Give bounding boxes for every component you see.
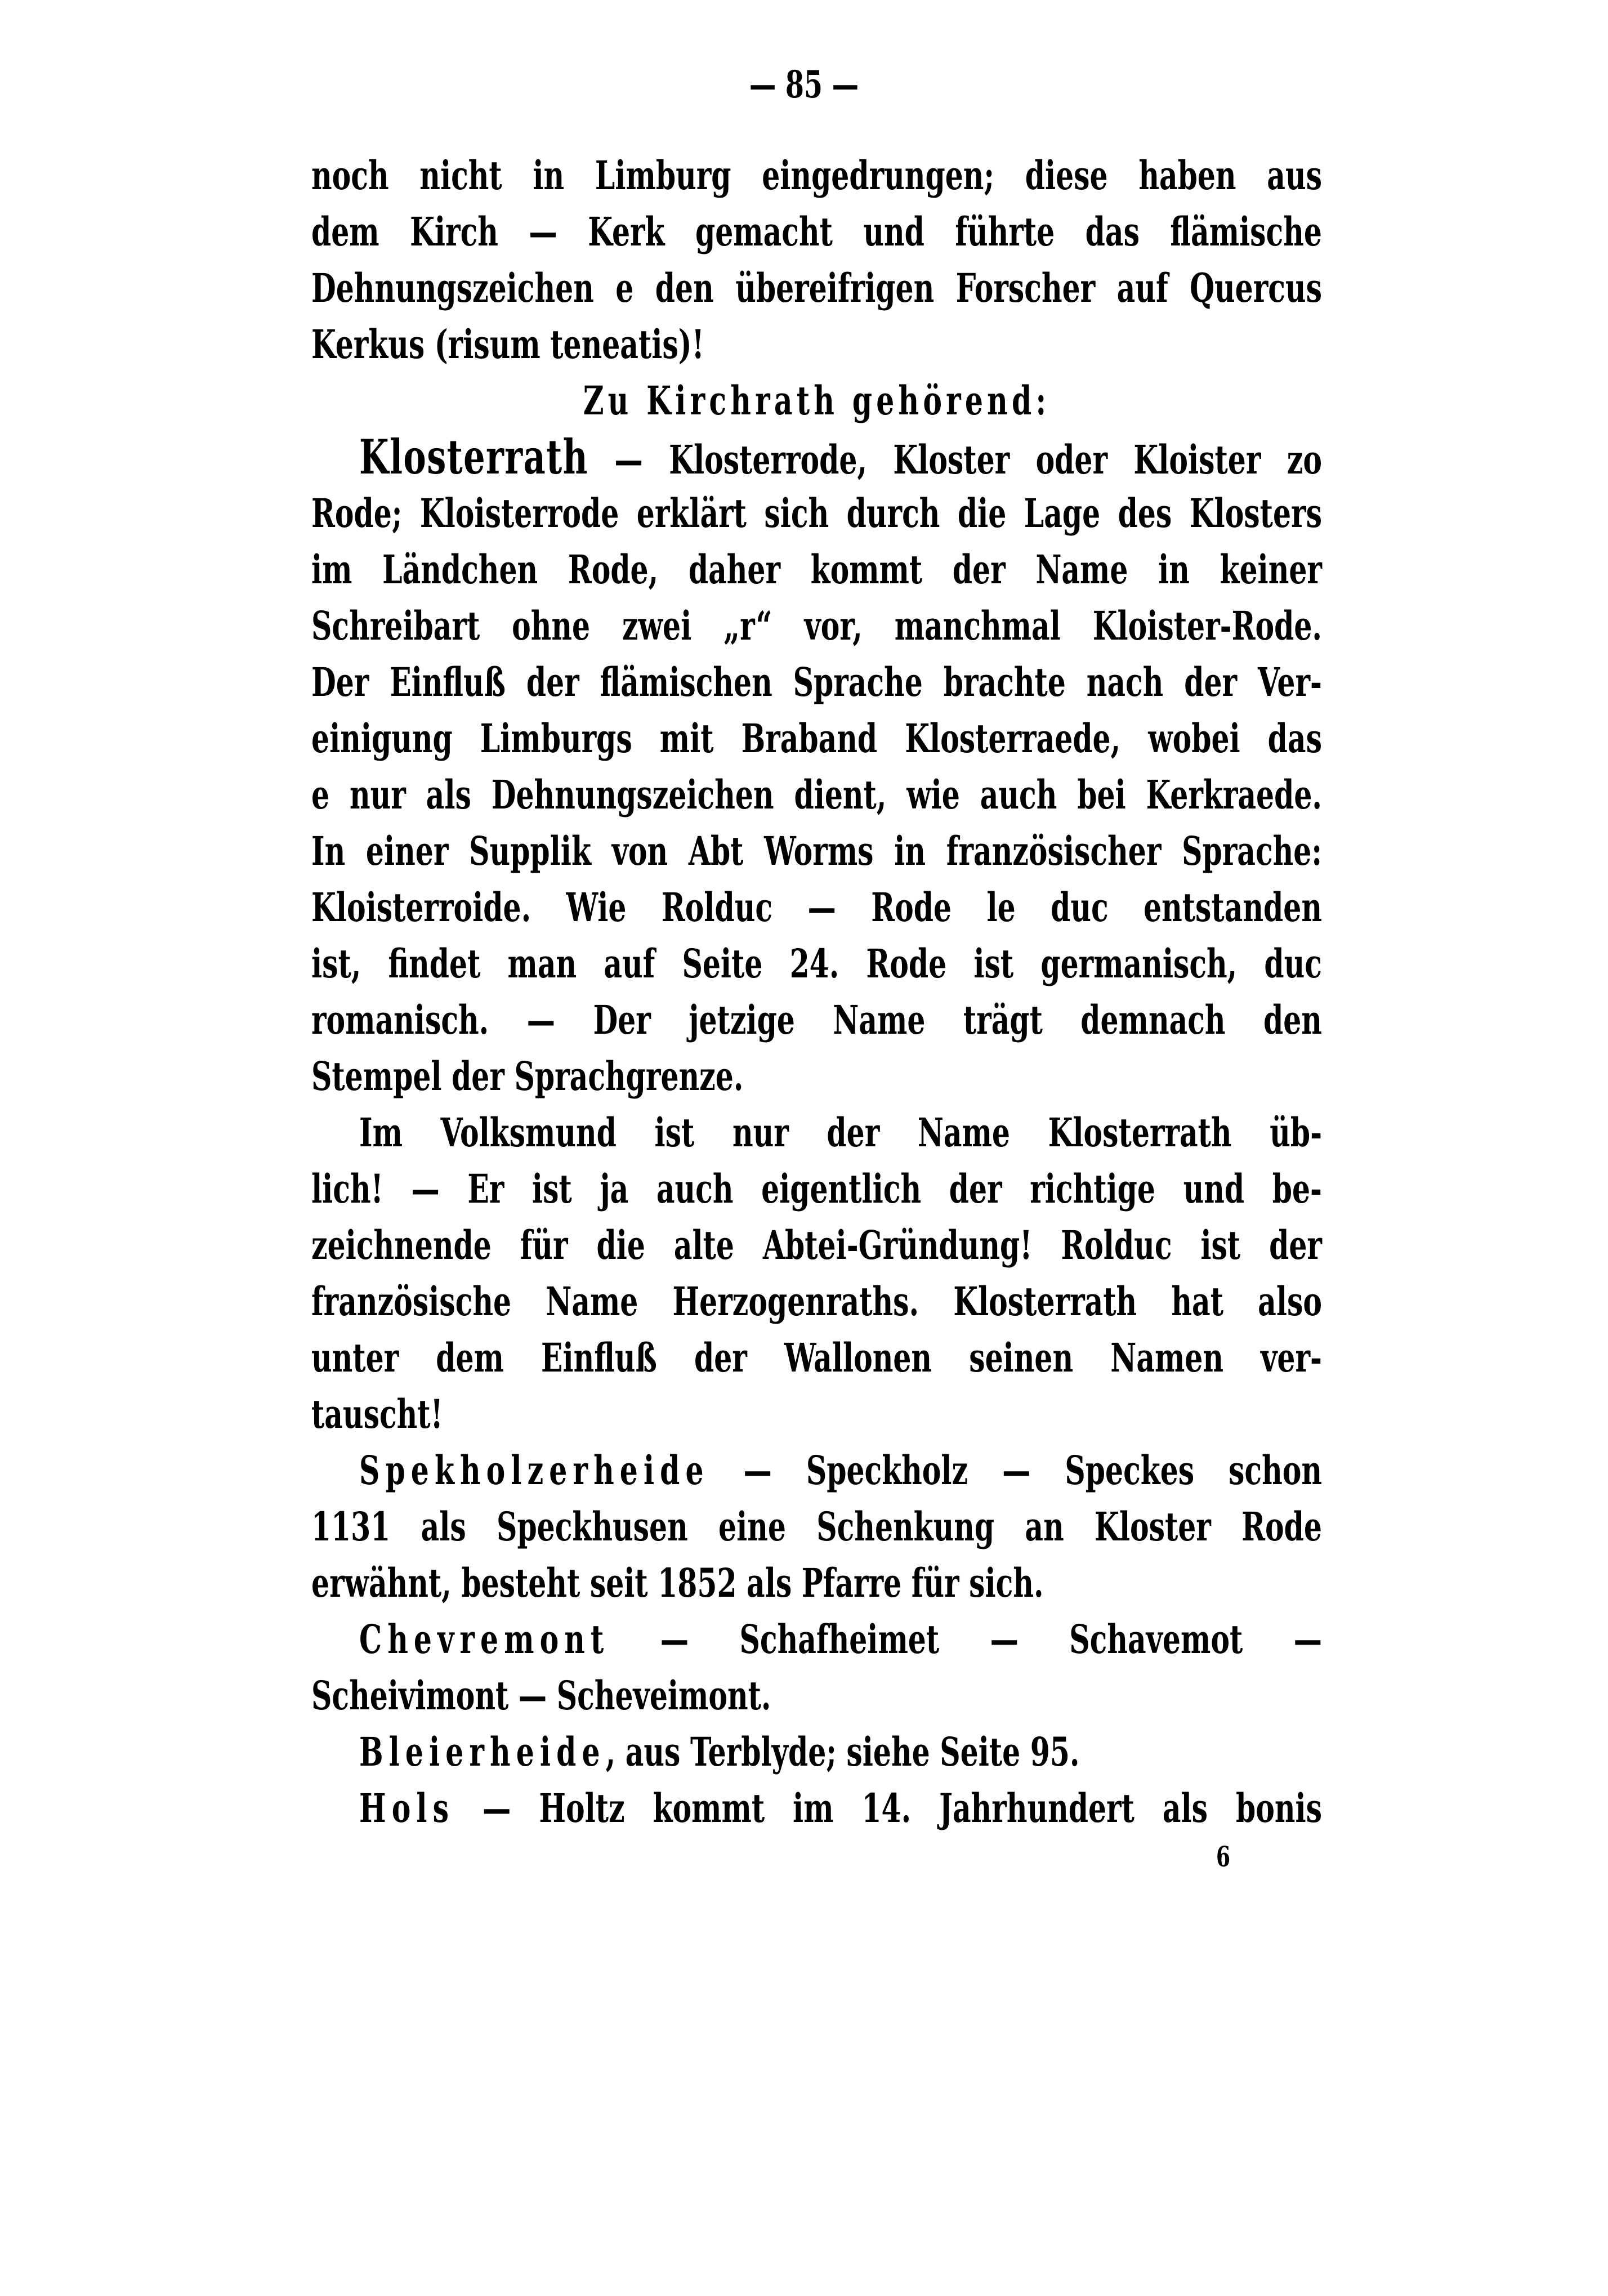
entry-headword: Chevremont [359, 1616, 610, 1663]
entry-headword: Hols [359, 1785, 455, 1832]
text-line: romanisch. — Der jetzige Name trägt demnach den [311, 997, 1322, 1043]
entry-chevremont: Chevremont — Schafheimet — Schavemot — [359, 1616, 1322, 1663]
text-line: In einer Supplik von Abt Worms in französischer Sprache: [311, 828, 1322, 874]
entry-klosterrath: Klosterrath — Klosterrode, Kloster oder Kloister zo [359, 429, 1322, 485]
text-line: Im Volksmund ist nur der Name Klosterrath üb- [359, 1109, 1322, 1156]
text-line: Kloisterroide. Wie Rolduc — Rode le duc entstanden [311, 884, 1322, 931]
entry-headword: Klosterrath [359, 429, 589, 485]
text-line: dem Kirch — Kerk gemacht und führte das flämische [311, 208, 1322, 255]
text-line: Scheivimont — Scheveimont. [311, 1672, 771, 1719]
page-number: — 85 — [749, 62, 859, 106]
section-heading: Zu Kirchrath gehörend: [583, 377, 1051, 424]
text-line: noch nicht in Limburg eingedrungen; diese haben aus [311, 152, 1322, 199]
text-line: lich! — Er ist ja auch eigentlich der richtige und be- [311, 1165, 1322, 1212]
text-line: Rode; Kloisterrode erklärt sich durch die Lage des Klosters [311, 490, 1322, 537]
text-line: französische Name Herzogenraths. Klosterrath hat also [311, 1278, 1322, 1325]
text-line: tauscht! [311, 1391, 443, 1437]
entry-hols: Hols — Holtz kommt im 14. Jahrhundert als bonis [359, 1785, 1322, 1832]
text-line: Dehnungszeichen e den übereifrigen Forscher auf Quercus [311, 265, 1322, 311]
body-text [311, 148, 1322, 1837]
entry-headword: Spekholzerheide [359, 1447, 709, 1494]
text-line: Stempel der Sprachgrenze. [311, 1053, 744, 1100]
text-line: ist, findet man auf Seite 24. Rode ist germanisch, duc [311, 940, 1322, 987]
entry-spekholzerheide: Spekholzerheide — Speckholz — Speckes schon [359, 1447, 1322, 1494]
text-line: Kerkus (risum teneatis)! [311, 321, 704, 368]
text-line: 1131 als Speckhusen eine Schenkung an Kloster Rode [311, 1503, 1322, 1550]
text-line: im Ländchen Rode, daher kommt der Name in keiner [311, 546, 1322, 593]
entry-headword: Bleierheide [359, 1728, 606, 1775]
signature-mark: 6 [1216, 1840, 1231, 1873]
text-line: Schreibart ohne zwei „r“ vor, manchmal Kloister-Rode. [311, 602, 1322, 649]
text-line: zeichnende für die alte Abtei-Gründung! Rolduc ist der [311, 1222, 1322, 1268]
entry-bleierheide: Bleierheide, aus Terblyde; siehe Seite 95. [359, 1728, 1080, 1775]
text-line: Der Einfluß der flämischen Sprache brachte nach der Ver- [311, 659, 1322, 705]
text-line: unter dem Einfluß der Wallonen seinen Namen ver- [311, 1334, 1322, 1381]
text-line: e nur als Dehnungszeichen dient, wie auch bei Kerkraede. [311, 771, 1322, 818]
text-line: einigung Limburgs mit Braband Klosterraede, wobei das [311, 715, 1322, 762]
text-line: erwähnt, besteht seit 1852 als Pfarre für sich. [311, 1560, 1044, 1606]
